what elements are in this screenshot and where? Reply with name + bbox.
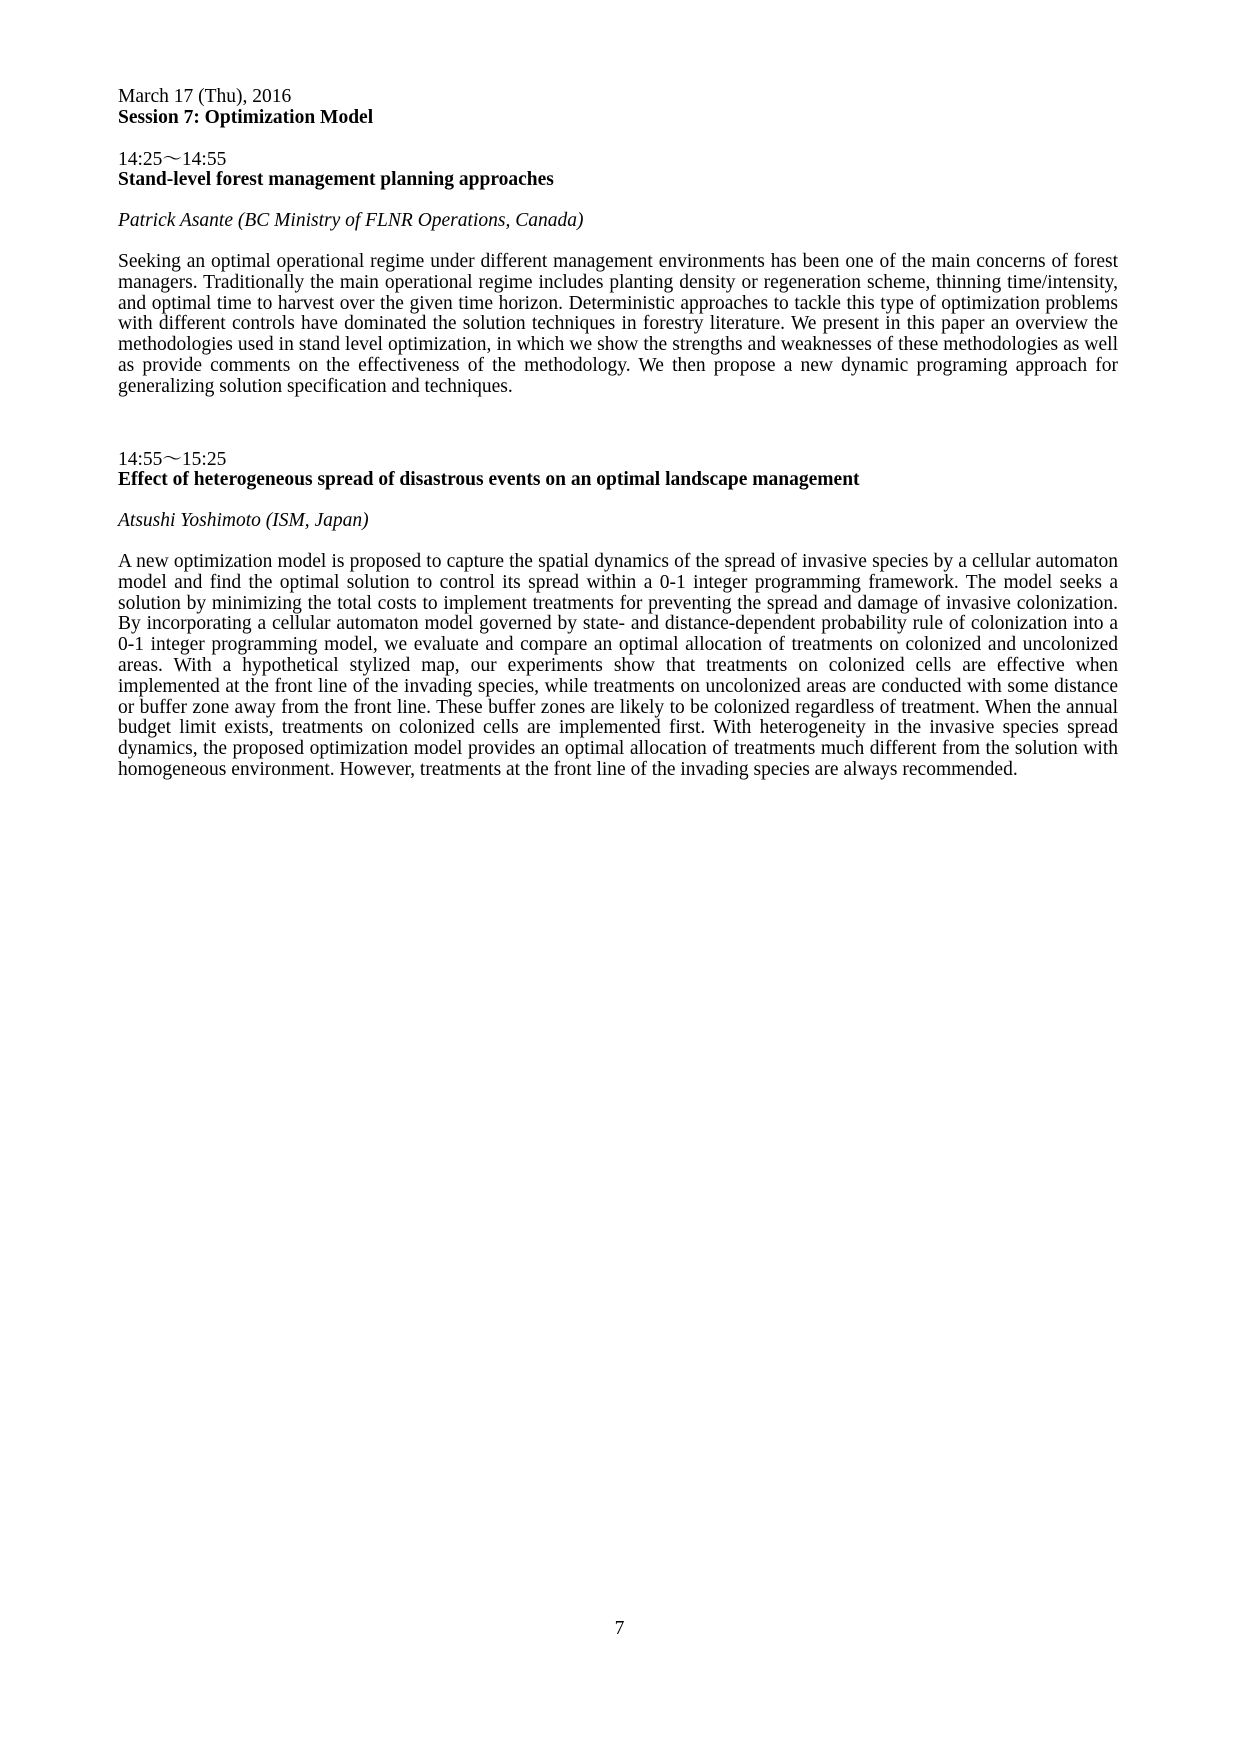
- talk-abstract: Seeking an optimal operational regime under different management environments has been one of the main concerns of forest managers. Traditionally the main operational regime includes planting density or regeneration scheme, thinning time/intensity, and optimal time to harvest over the given time horizon. Deterministic approaches to tackle this type of optimization problems with different controls have dominated the solution techniques in forestry literature. We present in this paper an overview the methodologies used in stand level optimization, in which we show the strengths and weaknesses of these methodologies as well as provide comments on the effectiveness of the methodology. We then propose a new dynamic programing approach for generalizing solution specification and techniques.: [118, 250, 1118, 397]
- talk-author: Patrick Asante (BC Ministry of FLNR Operations, Canada): [118, 210, 584, 232]
- talk-abstract: A new optimization model is proposed to capture the spatial dynamics of the spread of invasive species by a cellular automaton model and find the optimal solution to control its spread within a 0-1 integer programming framework. The model seeks a solution by minimizing the total costs to implement treatments for preventing the spread and damage of invasive colonization. By incorporating a cellular automaton model governed by state- and distance-dependent probability rule of colonization into a 0-1 integer programming model, we evaluate and compare an optimal allocation of treatments on colonized and uncolonized areas. With a hypothetical stylized map, our experiments show that treatments on colonized cells are effective when implemented at the front line of the invading species, while treatments on uncolonized areas are conducted with some distance or buffer zone away from the front line. These buffer zones are likely to be colonized regardless of treatment. When the annual budget limit exists, treatments on colonized cells are implemented first. With heterogeneity in the invasive species spread dynamics, the proposed optimization model provides an optimal allocation of treatments much different from the solution with homogeneous environment. However, treatments at the front line of the invading species are always recommended.: [118, 550, 1118, 780]
- talk-title: Effect of heterogeneous spread of disastrous events on an optimal landscape management: [118, 469, 860, 491]
- talk-time: 14:25〜14:55: [118, 148, 227, 170]
- session-title: Session 7: Optimization Model: [118, 106, 374, 128]
- session-date: March 17 (Thu), 2016: [118, 86, 292, 107]
- page-content: [118, 87, 1118, 781]
- talk-title: Stand-level forest management planning approaches: [118, 169, 554, 191]
- page-number: 7: [614, 1618, 625, 1639]
- talk-time: 14:55〜15:25: [118, 448, 227, 470]
- talk-author: Atsushi Yoshimoto (ISM, Japan): [118, 510, 369, 532]
